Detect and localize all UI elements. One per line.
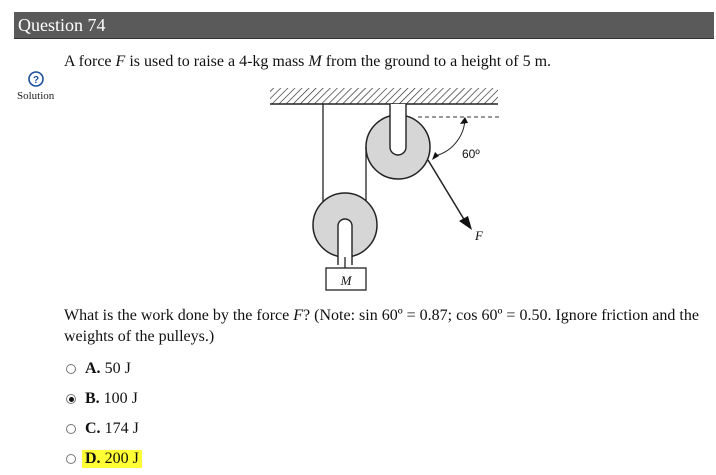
option-d[interactable] bbox=[66, 448, 142, 470]
question-body: What is the work done by the force F? (Note: sin 60º = 0.87; cos 60º = 0.50. Ignore friction and the weights of the pulleys.) bbox=[64, 307, 699, 345]
question-stem: A force F is used to raise a 4-kg mass M from the ground to a height of 5 m. bbox=[64, 53, 552, 70]
mass-label: M bbox=[340, 273, 352, 288]
option-d-text: D. 200 J bbox=[82, 450, 142, 468]
option-b-text: B. 100 J bbox=[85, 390, 138, 407]
option-a-text: A. 50 J bbox=[85, 360, 131, 377]
ceiling bbox=[270, 88, 498, 104]
svg-text:?: ? bbox=[32, 75, 40, 86]
question-header bbox=[14, 12, 714, 39]
solution-link[interactable]: Solution bbox=[17, 90, 55, 102]
option-c[interactable] bbox=[66, 418, 142, 440]
force-arrowhead bbox=[459, 216, 472, 230]
option-a[interactable] bbox=[66, 358, 134, 380]
angle-label: 60º bbox=[462, 147, 480, 161]
option-b[interactable] bbox=[66, 388, 141, 410]
radio-d[interactable] bbox=[66, 454, 76, 464]
help-icon[interactable] bbox=[28, 71, 44, 87]
option-c-text: C. 174 J bbox=[85, 420, 139, 437]
question-title: Question 74 bbox=[18, 15, 106, 35]
radio-c[interactable] bbox=[66, 424, 76, 434]
force-label: F bbox=[475, 228, 483, 243]
radio-a[interactable] bbox=[66, 364, 76, 374]
radio-b[interactable] bbox=[66, 394, 76, 404]
pulley-diagram bbox=[260, 80, 510, 295]
